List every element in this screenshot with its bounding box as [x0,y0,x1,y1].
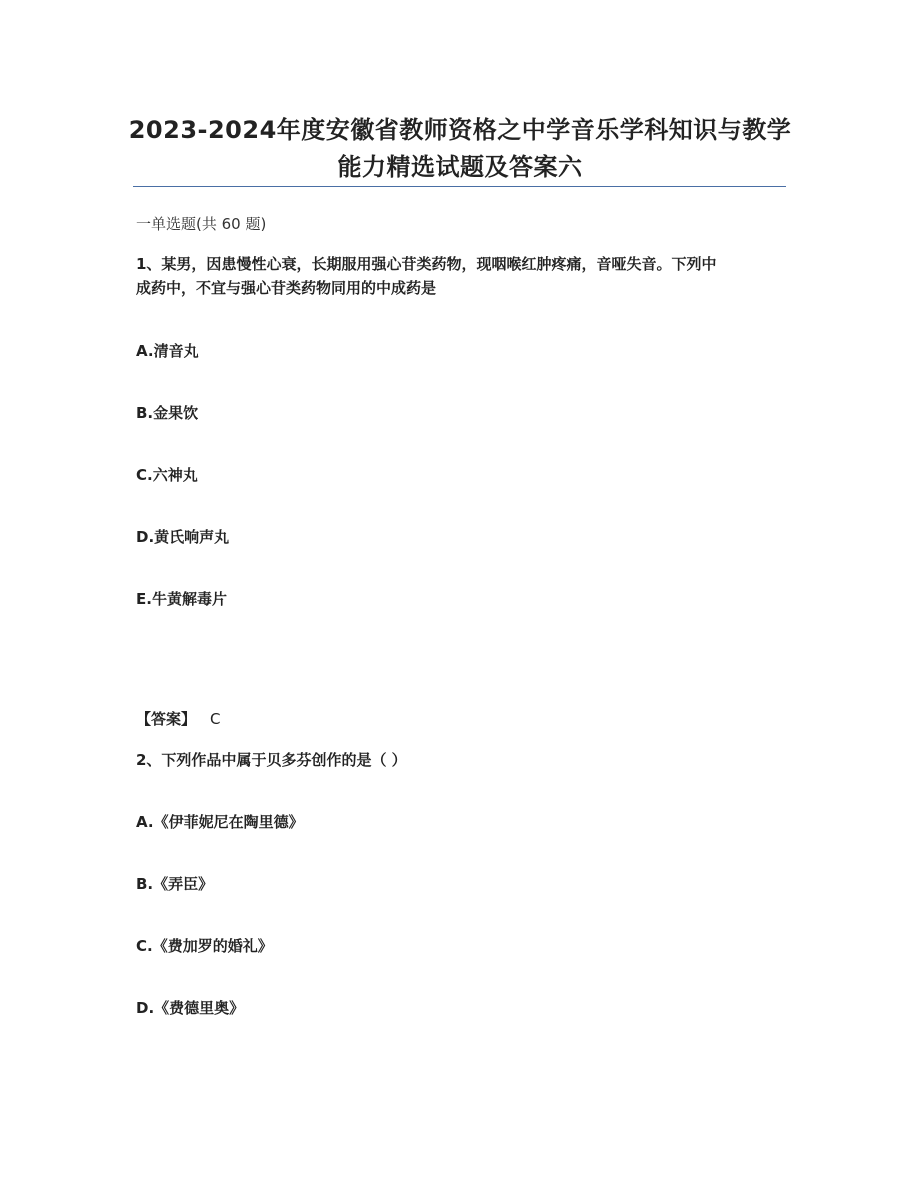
title-line-2: 能力精选试题及答案六 [337,153,583,181]
answer-value: C [210,710,221,728]
question-1-stem-line-2: 成药中，不宜与强心苷类药物同用的中成药是 [136,279,437,297]
question-2-option-b: B.《弄臣》 [136,875,214,893]
question-1-answer [136,708,221,729]
document-title [120,112,800,186]
question-1-option-d: D.黄氏响声丸 [136,528,230,546]
question-1-option-c: C.六神丸 [136,466,198,484]
title-line-1: 2023-2024年度安徽省教师资格之中学音乐学科知识与教学 [128,116,792,144]
question-1-option-b: B.金果饮 [136,404,199,422]
question-1-option-a: A.清音丸 [136,342,199,360]
section-label: 一单选题(共 60 题) [136,215,267,233]
question-1-option-e: E.牛黄解毒片 [136,590,227,608]
title-divider [133,186,786,187]
answer-label: 【答案】 [136,710,197,728]
question-2-option-a: A.《伊菲妮尼在陶里德》 [136,813,304,831]
question-2-stem: 2、下列作品中属于贝多芬创作的是（ ） [136,751,407,769]
question-1-stem-line-1: 1、某男，因患慢性心衰，长期服用强心苷类药物，现咽喉红肿疼痛，音哑失音。下列中 [136,255,717,273]
question-2-option-c: C.《费加罗的婚礼》 [136,937,273,955]
question-2-option-d: D.《费德里奥》 [136,999,245,1017]
